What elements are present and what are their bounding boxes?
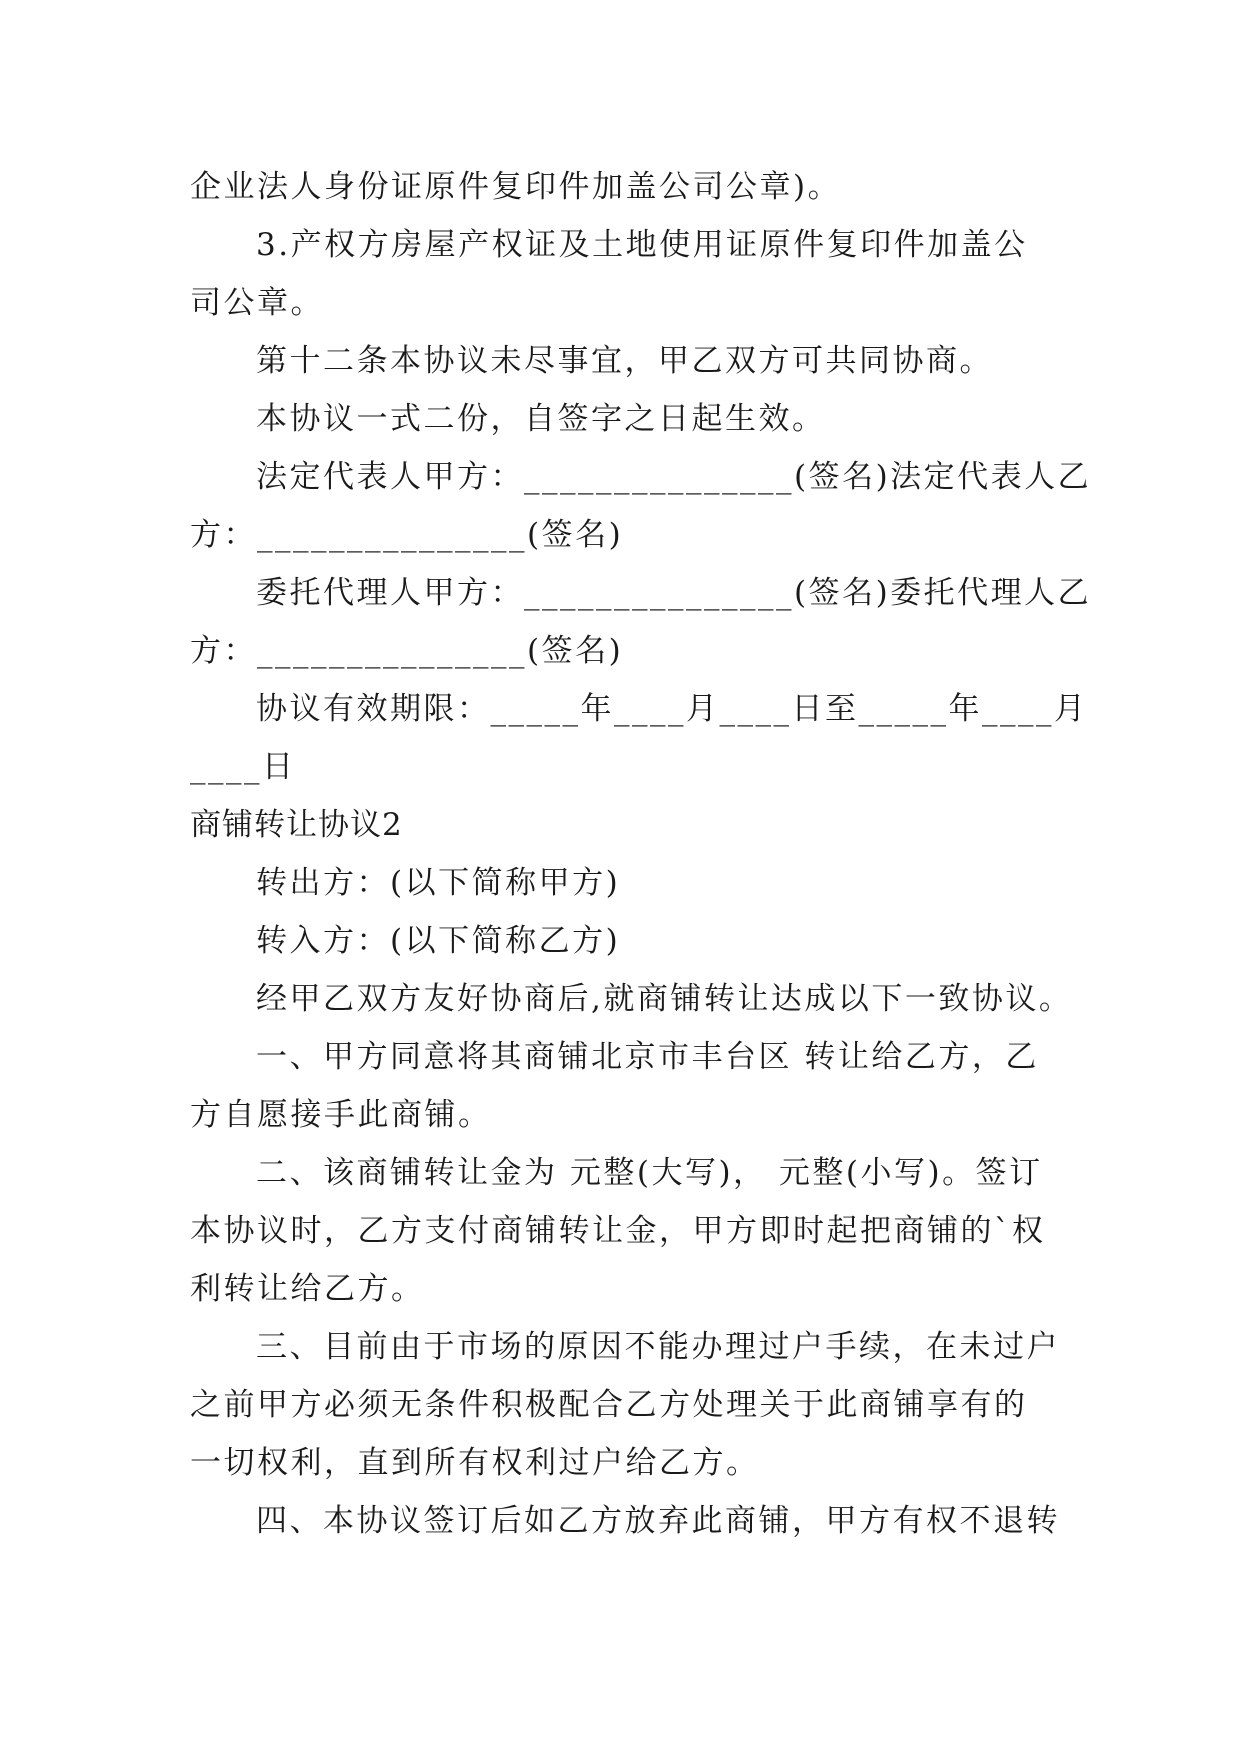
text-line: 企业法人身份证原件复印件加盖公司公章)。 [190, 169, 842, 205]
text-line: 转入方：(以下简称乙方) [256, 923, 621, 959]
text-line: 本协议一式二份，自签字之日起生效。 [256, 401, 826, 437]
text-line: 一切权利，直到所有权利过户给乙方。 [190, 1445, 760, 1481]
signature-line: 委托代理人甲方：_______________(签名)委托代理人乙 [256, 575, 1092, 611]
signature-line: 方：_______________(签名) [190, 633, 624, 669]
text-line: 之前甲方必须无条件积极配合乙方处理关于此商铺享有的 [190, 1387, 1028, 1423]
text-line: 四、本协议签订后如乙方放弃此商铺，甲方有权不退转 [256, 1503, 1060, 1539]
section-heading: 商铺转让协议2 [190, 807, 403, 843]
text-line: 3.产权方房屋产权证及土地使用证原件复印件加盖公 [256, 227, 1028, 263]
text-line: 利转让给乙方。 [190, 1271, 425, 1307]
text-line: 三、目前由于市场的原因不能办理过户手续，在未过户 [256, 1329, 1060, 1365]
text-line: 一、甲方同意将其商铺北京市丰台区 转让给乙方，乙 [256, 1039, 1039, 1075]
text-line: 方自愿接手此商铺。 [190, 1097, 492, 1133]
validity-period-line: 协议有效期限：_____年____月____日至_____年____月 [256, 691, 1088, 727]
text-line: 二、该商铺转让金为 元整(大写)， 元整(小写)。签订 [256, 1155, 1043, 1191]
document-body [190, 158, 1092, 1550]
signature-line: 方：_______________(签名) [190, 517, 624, 553]
text-line: 司公章。 [190, 285, 324, 321]
text-line: 转出方：(以下简称甲方) [256, 865, 621, 901]
text-line: 第十二条本协议未尽事宜，甲乙双方可共同协商。 [256, 343, 993, 379]
text-line: 本协议时，乙方支付商铺转让金，甲方即时起把商铺的`权 [190, 1213, 1046, 1249]
validity-period-line: ____日 [190, 749, 296, 785]
signature-line: 法定代表人甲方：_______________(签名)法定代表人乙 [256, 459, 1092, 495]
text-line: 经甲乙双方友好协商后,就商铺转让达成以下一致协议。 [256, 981, 1073, 1017]
